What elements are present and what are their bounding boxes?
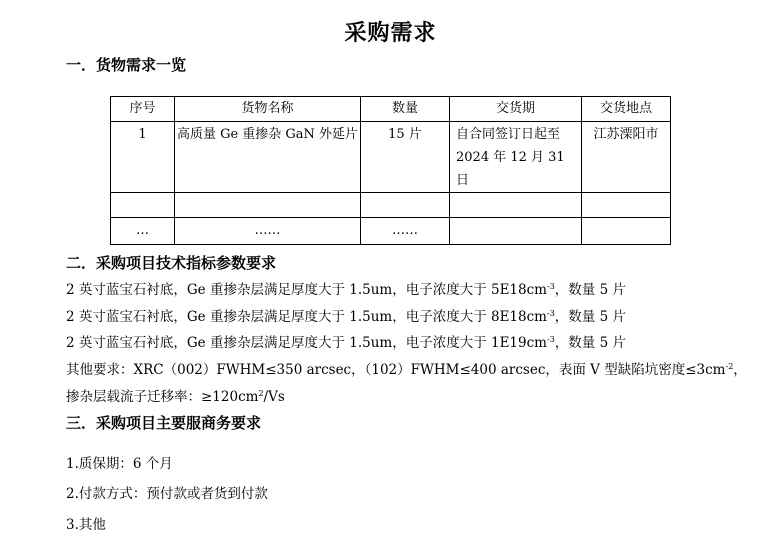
cell-quantity: …… <box>361 218 450 245</box>
table-row <box>111 193 671 218</box>
cell-quantity <box>361 193 450 218</box>
list-item: 2.付款方式：预付款或者货到付款 <box>66 486 268 502</box>
table-header-row <box>111 97 671 122</box>
spec-text: 2 英寸蓝宝石衬底，Ge 重掺杂层满足厚度大于 1.5um，电子浓度大于 1E19cm <box>66 335 547 351</box>
table-row <box>111 218 671 245</box>
spec-line <box>66 331 626 351</box>
cell-delivery-place: 江苏溧阳市 <box>582 122 671 193</box>
spec-line <box>66 305 626 325</box>
other-tail: ， <box>733 362 747 378</box>
cell-index: … <box>111 218 175 245</box>
mobility-tail: /Vs <box>263 389 285 405</box>
header-quantity: 数量 <box>361 97 450 122</box>
header-delivery-place: 交货地点 <box>582 97 671 122</box>
header-index: 序号 <box>111 97 175 122</box>
list-item: 1.质保期：6 个月 <box>66 456 173 472</box>
table-row <box>111 122 671 193</box>
section-heading-goods: 一．货物需求一览 <box>66 56 187 74</box>
header-delivery-date: 交货期 <box>450 97 582 122</box>
cell-goods-name: …… <box>175 218 361 245</box>
spec-tail: ，数量 5 片 <box>554 309 626 325</box>
spec-superscript: -3 <box>546 282 555 291</box>
other-requirements <box>66 358 747 378</box>
page-title: 采购需求 <box>344 21 437 46</box>
cell-delivery-place <box>582 193 671 218</box>
cell-delivery-place <box>582 218 671 245</box>
mobility-text: 掺杂层载流子迁移率：≥120cm <box>66 389 259 405</box>
cell-delivery-date <box>450 193 582 218</box>
spec-line <box>66 278 626 298</box>
spec-tail: ，数量 5 片 <box>554 335 626 351</box>
cell-goods-name: 高质量 Ge 重掺杂 GaN 外延片 <box>175 122 361 193</box>
cell-index <box>111 193 175 218</box>
goods-table <box>110 96 671 245</box>
spec-superscript: -3 <box>546 335 555 344</box>
spec-superscript: -3 <box>546 309 555 318</box>
cell-delivery-date: 自合同签订日起至 2024 年 12 月 31 日 <box>450 122 582 193</box>
spec-tail: ，数量 5 片 <box>554 282 626 298</box>
cell-quantity: 15 片 <box>361 122 450 193</box>
other-superscript: -2 <box>725 362 734 371</box>
section-heading-business: 三．采购项目主要服商务要求 <box>66 414 262 432</box>
other-text: 其他要求：XRC（002）FWHM≤350 arcsec，（102）FWHM≤400 arcsec，表面 V 型缺陷坑密度≤3cm <box>66 362 726 378</box>
mobility-superscript: 2 <box>258 389 264 398</box>
cell-index: 1 <box>111 122 175 193</box>
list-item: 3.其他 <box>66 517 106 533</box>
cell-delivery-date <box>450 218 582 245</box>
spec-text: 2 英寸蓝宝石衬底，Ge 重掺杂层满足厚度大于 1.5um，电子浓度大于 5E18cm <box>66 282 547 298</box>
header-goods-name: 货物名称 <box>175 97 361 122</box>
cell-goods-name <box>175 193 361 218</box>
mobility-requirement <box>66 385 285 405</box>
spec-text: 2 英寸蓝宝石衬底，Ge 重掺杂层满足厚度大于 1.5um，电子浓度大于 8E18cm <box>66 309 547 325</box>
section-heading-technical: 二．采购项目技术指标参数要求 <box>66 254 277 272</box>
